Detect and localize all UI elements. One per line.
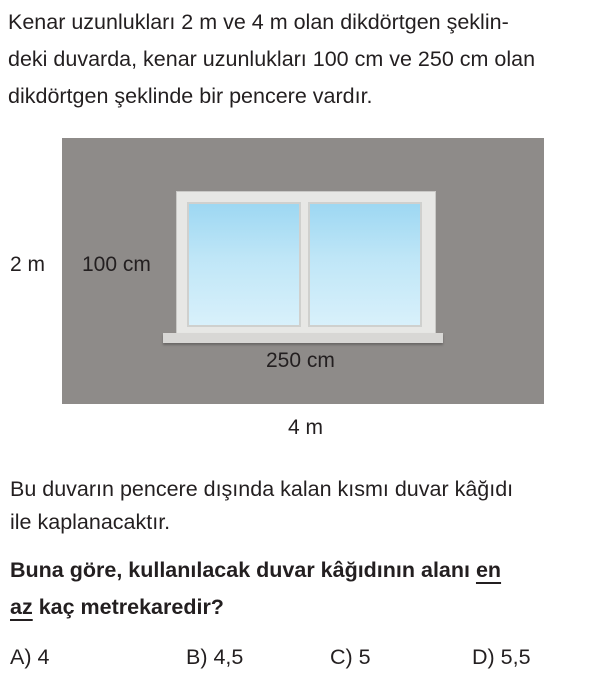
window-sill xyxy=(163,333,443,343)
answer-options xyxy=(0,645,614,673)
window-mullion xyxy=(301,202,308,327)
question-line-2 xyxy=(10,589,501,626)
option-c[interactable]: C) 5 xyxy=(330,645,371,669)
problem-intro xyxy=(8,4,608,115)
intro-line-3: dikdörtgen şeklinde bir pencere vardır. xyxy=(8,84,373,108)
window-frame xyxy=(177,192,435,334)
window-pane-left xyxy=(187,202,301,327)
question-line-2-text: kaç metrekaredir? xyxy=(32,595,224,619)
question-prompt xyxy=(10,552,501,626)
intro-line-1: Kenar uzunlukları 2 m ve 4 m olan dikdörtgen şeklin- xyxy=(8,10,509,34)
window-width-label: 250 cm xyxy=(266,349,335,372)
question-emphasis-az: az xyxy=(10,595,33,619)
question-emphasis-en: en xyxy=(475,558,502,582)
window-height-label: 100 cm xyxy=(82,253,151,276)
option-d[interactable]: D) 5,5 xyxy=(472,645,531,669)
body-line-1: Bu duvarın pencere dışında kalan kısmı duvar kâğıdı xyxy=(10,477,514,501)
problem-body xyxy=(10,473,513,539)
body-line-2: ile kaplanacaktır. xyxy=(10,510,171,534)
question-line-1 xyxy=(10,552,501,589)
wall-width-label: 4 m xyxy=(288,416,324,439)
question-line-1-text: Buna göre, kullanılacak duvar kâğıdının alanı xyxy=(10,558,476,582)
window-pane-right xyxy=(308,202,422,327)
option-a[interactable]: A) 4 xyxy=(10,645,50,669)
wall-height-label: 2 m xyxy=(10,253,46,276)
intro-line-2: deki duvarda, kenar uzunlukları 100 cm ve 250 cm olan xyxy=(8,47,536,71)
option-b[interactable]: B) 4,5 xyxy=(186,645,244,669)
